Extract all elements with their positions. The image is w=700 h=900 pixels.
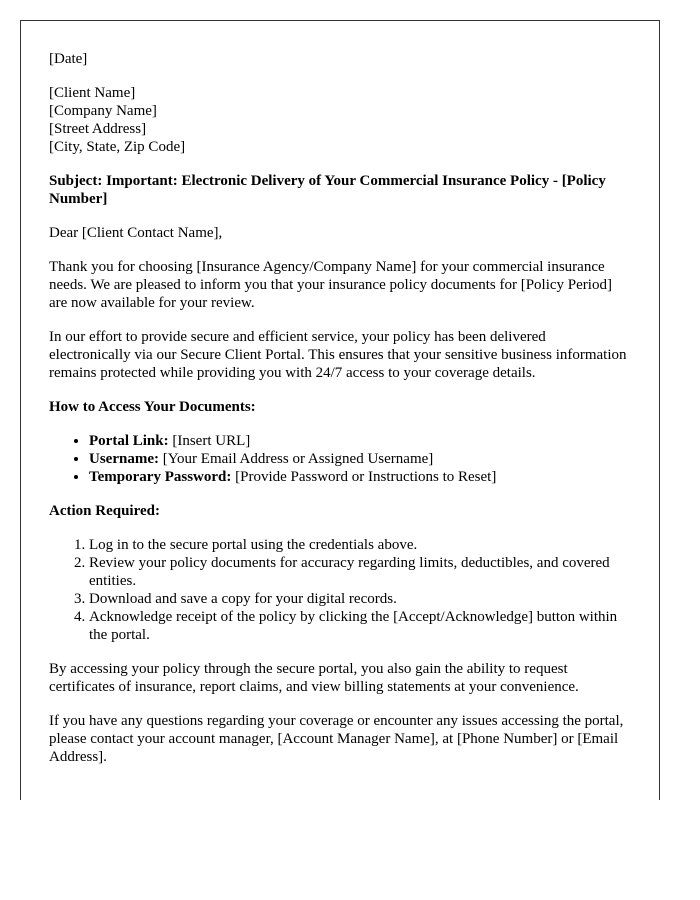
access-value-password: [Provide Password or Instructions to Reset]: [231, 469, 497, 485]
access-label-portal-link: Portal Link:: [89, 433, 169, 449]
access-list: [49, 432, 629, 486]
access-heading: How to Access Your Documents:: [49, 399, 256, 415]
list-item: [89, 450, 629, 468]
access-value-username: [Your Email Address or Assigned Username]: [158, 451, 434, 467]
action-heading: Action Required:: [49, 503, 160, 519]
recipient-address: [49, 84, 629, 156]
list-item: 4. Acknowledge receipt of the policy by clicking the [Accept/Acknowledge] button within the portal.: [89, 608, 629, 644]
letter-date: [Date]: [49, 51, 88, 67]
letter-body: [49, 50, 629, 782]
list-item: 2. Review your policy documents for accuracy regarding limits, deductibles, and covered entities.: [89, 554, 629, 590]
paragraph-contact: If you have any questions regarding your coverage or encounter any issues accessing the portal, please contact your account manager, [Account Manager Name], at [Phone Number] or [Email Address].: [49, 713, 624, 765]
paragraph-intro: Thank you for choosing [Insurance Agency/Company Name] for your commercial insurance needs. We are pleased to inform you that your insurance policy documents for [Policy Period] are now available for your review.: [49, 259, 612, 311]
list-item: [89, 468, 629, 486]
paragraph-portal-benefits: By accessing your policy through the secure portal, you also gain the ability to request certificates of insurance, report claims, and view billing statements at your convenience.: [49, 661, 579, 695]
letter-subject: Subject: Important: Electronic Delivery of Your Commercial Insurance Policy - [Policy Number]: [49, 173, 606, 207]
letter-page: [20, 20, 660, 800]
access-value-portal-link: [Insert URL]: [168, 433, 251, 449]
list-item: [89, 432, 629, 450]
access-label-password: Temporary Password:: [89, 469, 232, 485]
action-list: [49, 536, 629, 644]
city-state-zip: [City, State, Zip Code]: [49, 139, 186, 155]
list-item: 3. Download and save a copy for your digital records.: [89, 590, 629, 608]
salutation: Dear [Client Contact Name],: [49, 225, 223, 241]
paragraph-secure-delivery: In our effort to provide secure and efficient service, your policy has been delivered electronically via our Secure Client Portal. This ensures that your sensitive business information remains protected while providing you with 24/7 access to your coverage details.: [49, 329, 627, 381]
street-address: [Street Address]: [49, 121, 147, 137]
company-name: [Company Name]: [49, 103, 157, 119]
client-name: [Client Name]: [49, 85, 136, 101]
access-label-username: Username:: [89, 451, 159, 467]
list-item: 1. Log in to the secure portal using the credentials above.: [89, 536, 629, 554]
